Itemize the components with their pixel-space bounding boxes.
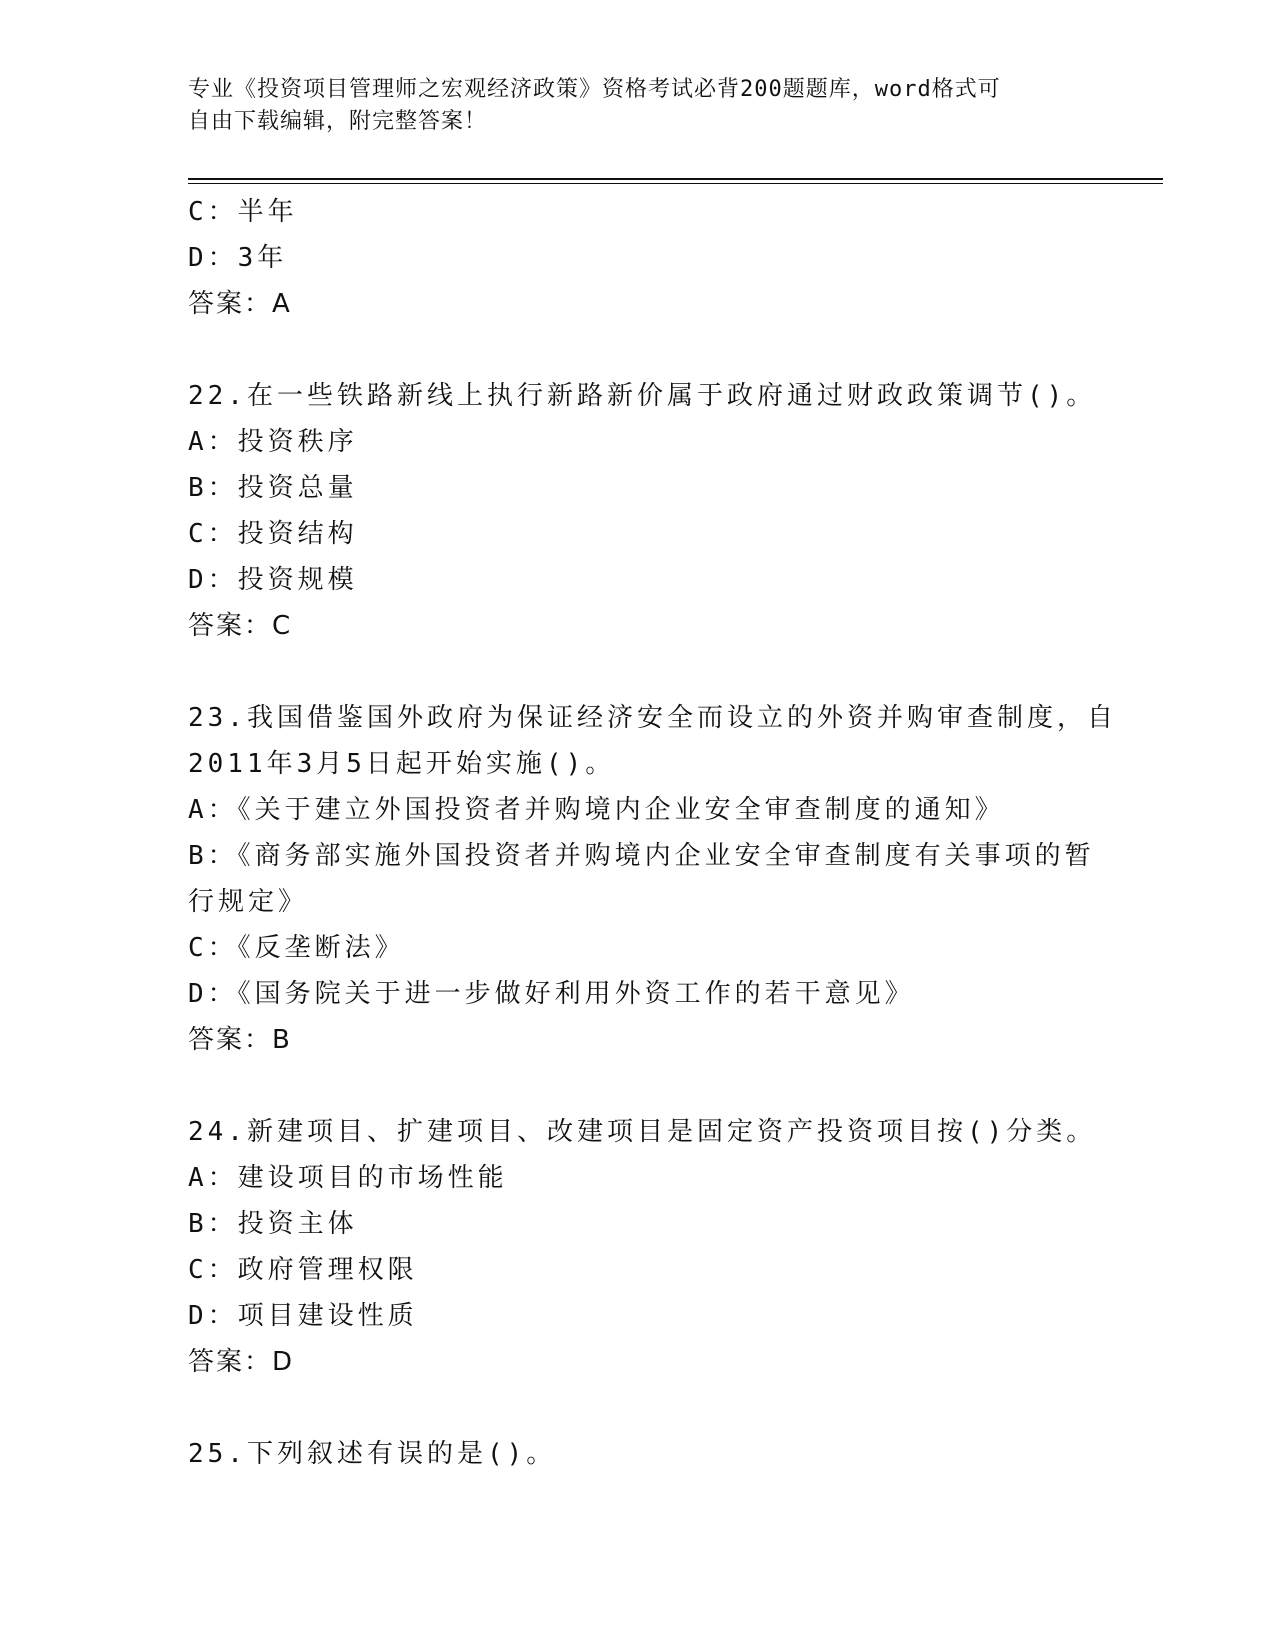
q21-option-d: D：3年: [188, 243, 288, 273]
q24-option-b: B：投资主体: [188, 1209, 358, 1239]
q21-answer: 答案：A: [188, 289, 292, 319]
q22-stem: 22.在一些铁路新线上执行新路新价属于政府通过财政政策调节()。: [188, 381, 1097, 411]
spacer: [188, 649, 1088, 695]
q23-option-b-line-1: B：《商务部实施外国投资者并购境内企业安全审查制度有关事项的暂: [188, 841, 1095, 871]
header-divider-thin: [188, 183, 1163, 184]
q24-answer: 答案：D: [188, 1347, 295, 1377]
q23-option-c: C：《反垄断法》: [188, 933, 405, 963]
q25-stem: 25.下列叙述有误的是()。: [188, 1439, 557, 1469]
spacer: [188, 1385, 1088, 1431]
q23-option-d: D：《国务院关于进一步做好利用外资工作的若干意见》: [188, 979, 915, 1009]
header-line-1: 专业《投资项目管理师之宏观经济政策》资格考试必背200题题库，word格式可: [188, 77, 1001, 102]
document-header: [188, 74, 1088, 138]
q22-option-c: C：投资结构: [188, 519, 358, 549]
q23-option-a: A：《关于建立外国投资者并购境内企业安全审查制度的通知》: [188, 795, 1005, 825]
q23-option-b-line-2: 行规定》: [188, 887, 309, 917]
q24-option-c: C：政府管理权限: [188, 1255, 418, 1285]
q22-answer: 答案：C: [188, 611, 293, 641]
spacer: [188, 327, 1088, 373]
q24-stem: 24.新建项目、扩建项目、改建项目是固定资产投资项目按()分类。: [188, 1117, 1097, 1147]
header-line-2: 自由下载编辑，附完整答案！: [188, 109, 488, 134]
spacer: [188, 1063, 1088, 1109]
q23-stem-line-2: 2011年3月5日起开始实施()。: [188, 749, 616, 779]
q23-answer: 答案：B: [188, 1025, 292, 1055]
q22-option-a: A：投资秩序: [188, 427, 358, 457]
header-divider-thick: [188, 178, 1163, 180]
q22-option-d: D：投资规模: [188, 565, 358, 595]
q24-option-d: D：项目建设性质: [188, 1301, 418, 1331]
q23-stem-line-1: 23.我国借鉴国外政府为保证经济安全而设立的外资并购审查制度，自: [188, 703, 1117, 733]
q24-option-a: A：建设项目的市场性能: [188, 1163, 508, 1193]
q21-option-c: C：半年: [188, 197, 298, 227]
q22-option-b: B：投资总量: [188, 473, 358, 503]
question-list: [188, 189, 1117, 1477]
